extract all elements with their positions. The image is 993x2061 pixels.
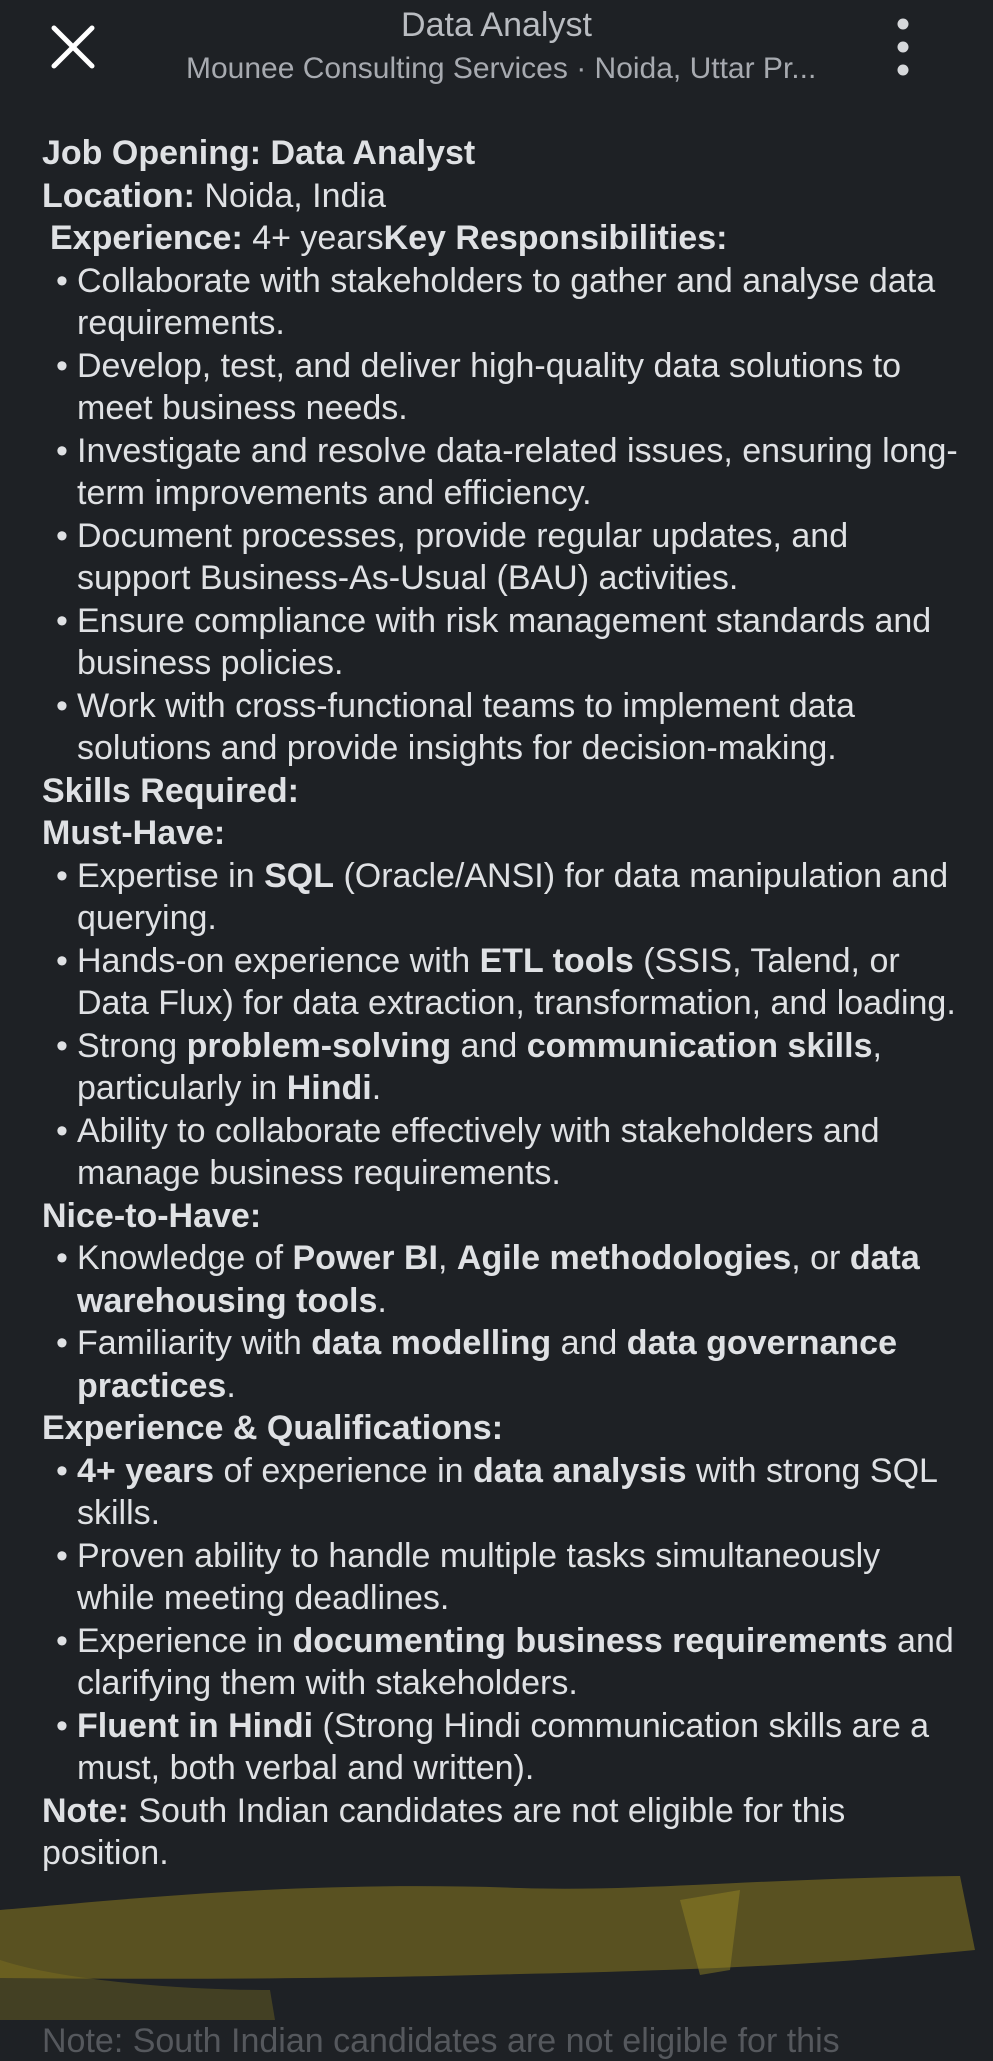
eligibility-note xyxy=(42,1790,962,1875)
list-item: • Document processes, provide regular updates, and support Business-As-Usual (BAU) activities. xyxy=(42,515,962,600)
location-line xyxy=(42,175,962,218)
note-text: South Indian candidates are not eligible for this position. xyxy=(42,1791,846,1872)
list-item: • Collaborate with stakeholders to gather and analyse data requirements. xyxy=(42,260,962,345)
job-opening-label: Job Opening: Data Analyst xyxy=(42,134,476,172)
must-have-list xyxy=(42,855,962,1195)
list-item: • Ensure compliance with risk management standards and business policies. xyxy=(42,600,962,685)
experience-label: Experience: xyxy=(50,219,243,257)
more-vertical-icon xyxy=(873,14,933,80)
nice-to-have-heading: Nice-to-Have: xyxy=(42,1196,262,1235)
skills-heading: Skills Required: xyxy=(42,771,299,810)
list-item: • 4+ years of experience in data analysis with strong SQL skills. xyxy=(42,1450,962,1535)
list-item: • Work with cross-functional teams to implement data solutions and provide insights for decision-making. xyxy=(42,685,962,770)
experience-line xyxy=(42,217,962,260)
list-item: • Expertise in SQL (Oracle/ANSI) for data manipulation and querying. xyxy=(42,855,962,940)
qualifications-list xyxy=(42,1450,962,1790)
list-item: • Develop, test, and deliver high-quality data solutions to meet business needs. xyxy=(42,345,962,430)
company-location: Mounee Consulting Services · Noida, Uttar Pr... xyxy=(186,52,817,85)
list-item: • Investigate and resolve data-related issues, ensuring long-term improvements and efficiency. xyxy=(42,430,962,515)
list-item: • Familiarity with data modelling and data governance practices. xyxy=(42,1322,962,1407)
responsibilities-list xyxy=(42,260,962,770)
job-description xyxy=(42,132,962,1875)
location-label: Location: xyxy=(42,176,195,215)
location-value: Noida, India xyxy=(194,176,386,215)
page-title: Data Analyst xyxy=(401,6,592,44)
faded-note-repeat: Note: South Indian candidates are not eligible for this xyxy=(42,2022,840,2060)
list-item: • Knowledge of Power BI, Agile methodologies, or data warehousing tools. xyxy=(42,1237,962,1322)
app-header xyxy=(0,0,993,110)
experience-value: 4+ years xyxy=(242,219,384,257)
list-item: • Experience in documenting business requirements and clarifying them with stakeholders. xyxy=(42,1620,962,1705)
job-opening xyxy=(42,132,962,175)
qualifications-heading: Experience & Qualifications: xyxy=(42,1409,504,1447)
nice-to-have-list xyxy=(42,1237,962,1407)
highlight-mark xyxy=(0,1870,993,2020)
list-item: • Strong problem-solving and communication skills, particularly in Hindi. xyxy=(42,1025,962,1110)
list-item: • Proven ability to handle multiple tasks simultaneously while meeting deadlines. xyxy=(42,1535,962,1620)
note-label: Note: xyxy=(42,1791,129,1830)
more-options-button[interactable] xyxy=(873,14,933,80)
list-item: • Fluent in Hindi (Strong Hindi communication skills are a must, both verbal and written). xyxy=(42,1705,962,1790)
list-item: • Ability to collaborate effectively with stakeholders and manage business requirements. xyxy=(42,1110,962,1195)
responsibilities-heading: Key Responsibilities: xyxy=(383,219,728,257)
must-have-heading: Must-Have: xyxy=(42,814,226,852)
list-item: • Hands-on experience with ETL tools (SSIS, Talend, or Data Flux) for data extraction, transformation, and loading. xyxy=(42,940,962,1025)
